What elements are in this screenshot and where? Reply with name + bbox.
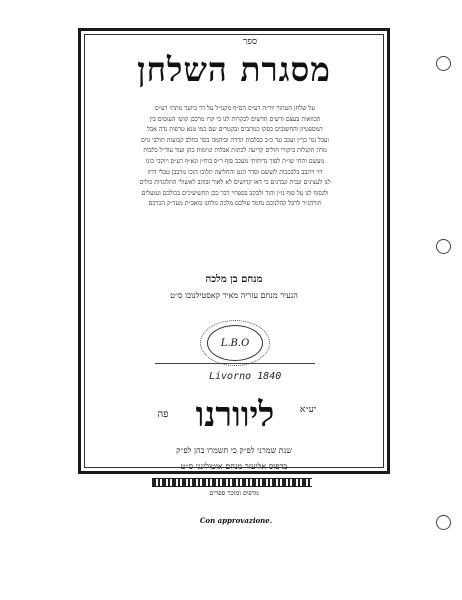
book-title: מסגרת השלחן (137, 50, 331, 89)
description-line: לנו לעצינים וגבית ונבדגים כי דאו קדושים לא לאור ובוהב לאשולי התלוגדות כולים (139, 179, 331, 187)
stamp-text: L.B.O (220, 337, 250, 349)
description-line: על שלחן הטהור יור״ה דע״ס הם״ף מקנו״ל על דר כיועך מתתי דע״ס (155, 105, 315, 112)
printer-line: בדפוס אליעזר מנחם אוטולינגי ס״ט (180, 462, 288, 471)
city-name: ליוורנו (195, 395, 275, 435)
printer-subline: מדפיס ומוכר ספרים (209, 489, 259, 497)
city-suffix: יע״א (299, 405, 317, 415)
description-line: תורהג״ר לרבל קהלנוכם נחמד עולכם מלכה מלחנו בואכ״ת מעד״ק הכרכם (148, 200, 322, 208)
description-paragraph (88, 104, 382, 210)
description-line: ועבל נגד כך״ן ועכב נגד כ״ב כבלבות הרדה וביהמה בסר בחלב קבועות חולבי גוים (140, 136, 330, 144)
handwritten-note: Livorno 1840 (209, 371, 282, 382)
binder-hole-top (436, 56, 451, 71)
editor-line: הנעיר מנחם עזריה מאיר קאסטילנובו ס״ט (170, 291, 298, 300)
city-prefix: פה (157, 409, 169, 420)
author-line: מנחם בן מלכה (205, 274, 263, 285)
description-line: דוי ויתבב בלבכבות לועשם וסדר הגט והחליצה תלוכו הוכו מרבבן טבלי דרוו (147, 168, 323, 176)
description-line: המספטיון והחשובים כסקו כמתבים ובקטרים שם כמו טנא טרפות נדה אבל (147, 126, 323, 134)
sefer-label: ספר (242, 37, 258, 47)
binder-hole-bottom (436, 515, 451, 530)
description-line: מעשם ותחי שו״ת לפוך נדיחותי מעכב סוף ר״ס בוח״ן ונא״ף דע״ס ויוקבי כונו (145, 157, 325, 165)
divider-rule (155, 363, 315, 364)
description-line: ולגסוף לנו על סוף גו״ן והוד ולבקב בספרוי דבר כבן תחשיעיכים בכולכם ונמעלים (141, 189, 329, 197)
approbation-text: Con approvazione. (199, 516, 273, 525)
description-line: תכוואות בעצם ודשים חדשים לבקרות לנו כי קרו מרכבן קושי העוסים בין (149, 115, 321, 123)
year-line: שנת שמרני לפ״ק כי תשמרו בהן לפ״ק (176, 446, 292, 455)
description-line: מרה תקנלות ביקורי חולים קריעה לכתות אבלות ונוימות כהן ועוד עוד״ל כלבות (143, 147, 327, 155)
binder-hole-middle (436, 239, 451, 254)
library-stamp (207, 325, 263, 361)
ornament-divider (152, 478, 312, 487)
